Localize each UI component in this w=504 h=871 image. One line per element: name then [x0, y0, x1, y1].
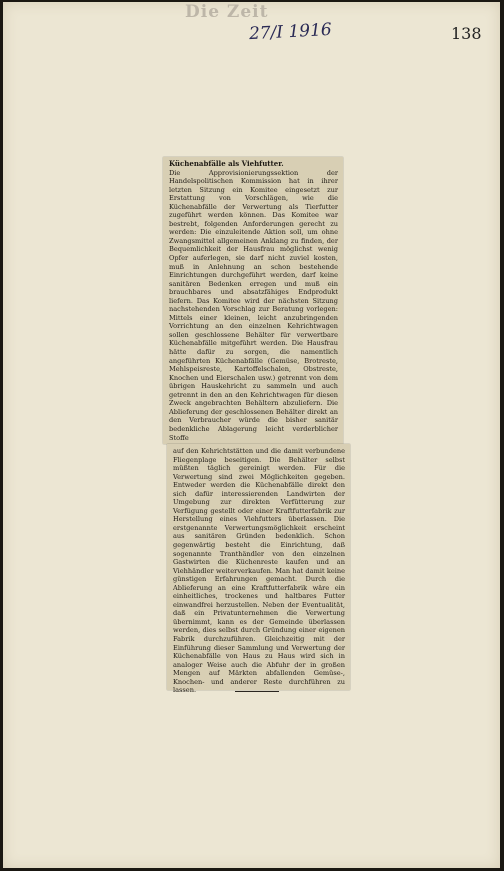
newspaper-name-stamp: Die Zeit: [185, 2, 269, 22]
end-rule: [235, 691, 279, 692]
clipping-column-1: [163, 157, 343, 444]
article-headline: Küchenabfälle als Viehfutter.: [169, 159, 284, 168]
article-text-column-2: auf den Kehrichtstätten und die damit verbundene Fliegenplage beseitigen. Die Behälter selbst müßten täglich gereinigt werden. Für die Verwertung sind zwei Möglichkeiten gegeben. Entweder werden die Küchenabfälle direkt den sich dafür interessierenden Landwirten der Umgebung zur direkten Verfütterung zur Verfügung gestellt oder einer Kraftfutterfabrik zur Herstellung eines Viehfutters überlassen. Die erstgenannte Verwertungsmöglichkeit erscheint aus sanitären Gründen bedenklich. Schon gegenwärtig besteht die Einrichtung, daß sogenannte Tranthändler von den einzelnen Gastwirten die Küchenreste kaufen und an Viehhändler weiterverkaufen. Man hat damit keine günstigen Erfahrungen gemacht. Durch die Ablieferung an eine Kraftfutterfabrik wäre ein einheitliches, trockenes und haltbares Futter einwandfrei herzustellen. Neben der Eventualität, daß ein Privatunternehmen die Verwertung übernimmt, kann es der Gemeinde überlassen werden, dies selbst durch Gründung einer eigenen Fabrik durchzuführen. Gleichzeitig mit der Einführung dieser Sammlung und Verwertung der Küchenabfälle von Haus zu Haus wird sich in analoger Weise auch die Abfuhr der in großen Mengen auf Märkten abfallenden Gemüse-, Knochen- und anderer Reste durchführen zu lassen.: [173, 447, 345, 695]
clipping-column-2: [167, 444, 350, 695]
article-text-column-1: Die Approvisionierungssektion der Handelspolitischen Kommission hat in ihrer letzten Sitzung ein Komitee eingesetzt zur Erstattung von Vorschlägen, wie die Küchenabfälle der Verwertung als Tierfutter zugeführt werden können. Das Komitee war bestrebt, folgenden Anforderungen gerecht zu werden: Die einzuleitende Aktion soll, um ohne Zwangsmittel allgemeinen Anklang zu finden, der Bequemlichkeit der Hausfrau möglichst wenig Opfer auferlegen, sie darf nicht zuviel kosten, muß in Anlehnung an schon bestehende Einrichtungen durchgeführt werden, darf keine sanitären Bedenken erregen und muß ein brauchbares und absatzfähiges Endprodukt liefern. Das Komitee wird der nächsten Sitzung nachstehenden Vorschlag zur Beratung vorlegen: Mittels einer kleinen, leicht anzubringenden Vorrichtung an den einzelnen Kehrichtwagen sollen geschlossene Behälter für verwertbare Küchenabfälle mitgeführt werden. Die Hausfrau hätte dafür zu sorgen, die namentlich angeführten Küchenabfälle (Gemüse, Brotreste, Mehlspeisreste, Kartoffelschalen, Obstreste, Knochen und Eierschalen usw.) getrennt von dem übrigen Hauskehricht zu sammeln und auch getrennt in den an den Kehrichtwagen für diesen Zweck angebrachten Behältern abzuliefern. Die Ablieferung der geschlossenen Behälter direkt an den Verbraucher würde die bisher sanitär bedenkliche Ablagerung leicht verderblicher Stoffe: [169, 168, 338, 442]
handwritten-date: 27/I 1916: [248, 19, 333, 45]
page-number: 138: [451, 24, 482, 43]
